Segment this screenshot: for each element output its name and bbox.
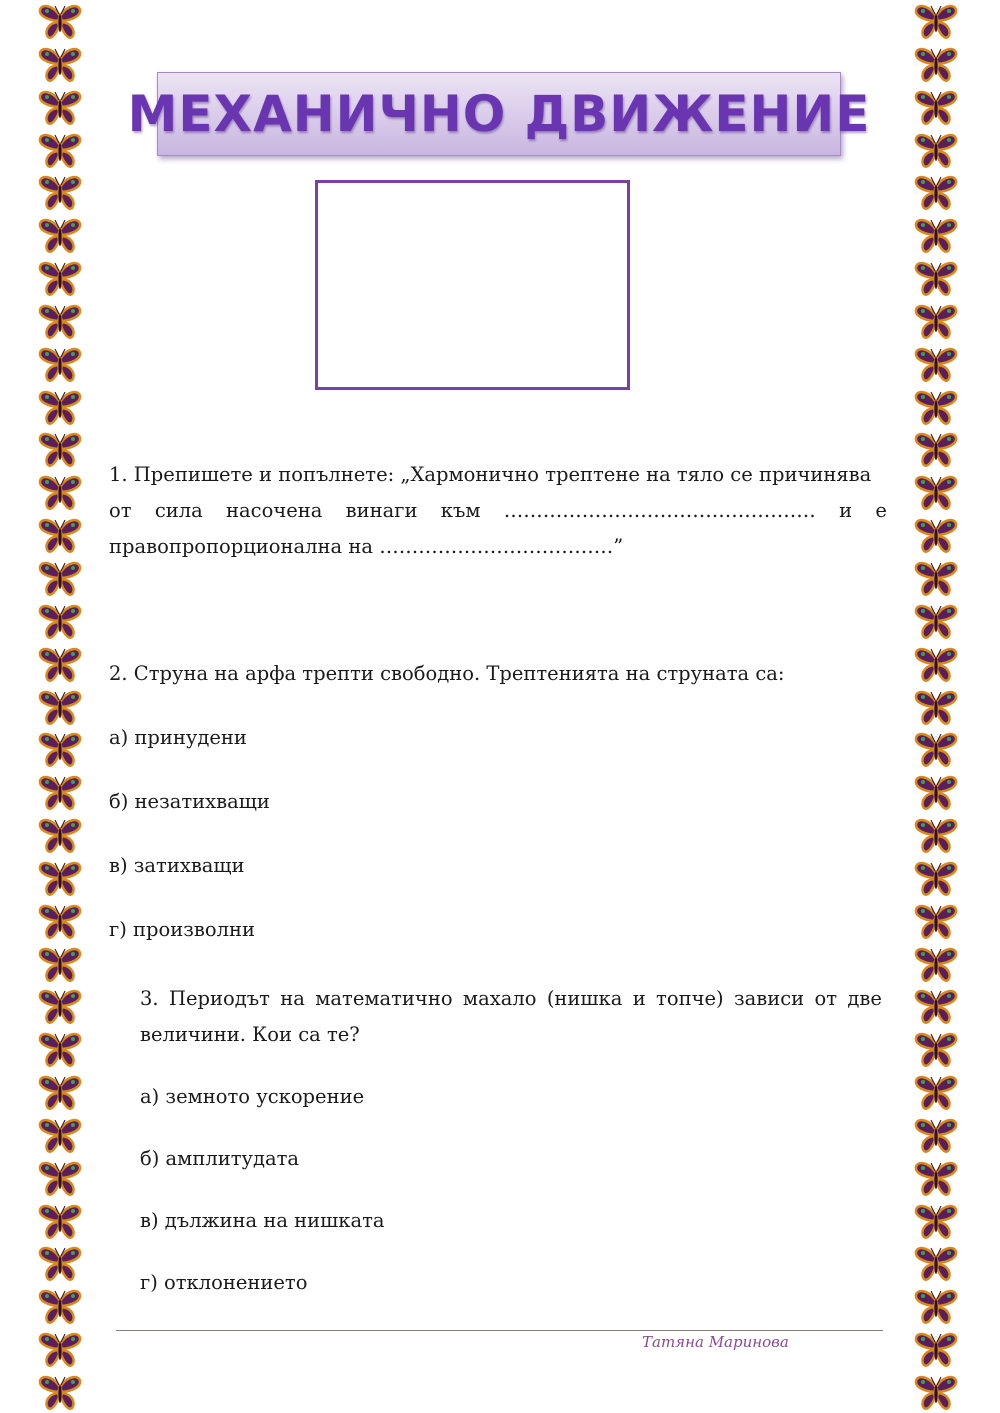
question-3-option-a: а) земното ускорение: [140, 1085, 365, 1108]
butterfly-icon: [38, 902, 82, 940]
butterfly-icon: [914, 1244, 958, 1282]
question-3-line-1-word: махало: [462, 987, 537, 1010]
question-2-option-d: г) произволни: [109, 918, 255, 941]
question-3-line-1: [140, 981, 882, 1017]
butterfly-icon: [914, 1030, 958, 1068]
butterfly-icon: [38, 1373, 82, 1411]
butterfly-icon: [38, 259, 82, 297]
image-placeholder-frame: [315, 180, 630, 390]
butterfly-icon: [38, 1116, 82, 1154]
question-1-line-1: 1. Препишете и попълнете: „Хармонично трептене на тяло се причинява: [109, 463, 872, 486]
butterfly-icon: [38, 173, 82, 211]
butterfly-icon: [38, 1244, 82, 1282]
question-3-line-1-word: на: [280, 987, 305, 1010]
butterfly-icon: [38, 1287, 82, 1325]
butterfly-icon: [914, 45, 958, 83]
question-3-line-1-word: зависи: [733, 987, 805, 1010]
butterfly-icon: [914, 1330, 958, 1368]
butterfly-icon: [38, 645, 82, 683]
butterfly-icon: [914, 131, 958, 169]
question-3-line-1-word: математично: [315, 987, 453, 1010]
butterfly-icon: [914, 730, 958, 768]
butterfly-icon: [38, 1330, 82, 1368]
right-butterfly-border: [914, 0, 958, 1413]
butterfly-icon: [38, 559, 82, 597]
butterfly-icon: [914, 987, 958, 1025]
question-2-option-a: а) принудени: [109, 726, 247, 749]
butterfly-icon: [38, 430, 82, 468]
butterfly-icon: [914, 773, 958, 811]
question-3: [140, 981, 882, 1301]
butterfly-icon: [914, 559, 958, 597]
question-2-option-c: в) затихващи: [109, 854, 245, 877]
question-3-option-c: в) дължина на нишката: [140, 1209, 385, 1232]
question-1-line-3: правопропорционална на ………………………………”: [109, 535, 624, 558]
butterfly-icon: [38, 945, 82, 983]
question-3-line-1-word: две: [847, 987, 882, 1010]
butterfly-icon: [38, 859, 82, 897]
butterfly-icon: [914, 688, 958, 726]
butterfly-icon: [914, 1073, 958, 1111]
question-3-line-1-word: Периодът: [168, 987, 270, 1010]
question-1-line-2: [109, 493, 887, 529]
question-3-line-1-word: топче): [656, 987, 724, 1010]
question-2-text: 2. Струна на арфа трепти свободно. Трептенията на струната са:: [109, 662, 785, 685]
question-1-line-2-word: насочена: [226, 499, 323, 522]
question-3-line-1-word: от: [814, 987, 837, 1010]
butterfly-icon: [38, 1073, 82, 1111]
butterfly-icon: [914, 2, 958, 40]
butterfly-icon: [38, 88, 82, 126]
question-2: [109, 656, 887, 948]
butterfly-icon: [38, 1202, 82, 1240]
butterfly-icon: [38, 602, 82, 640]
butterfly-icon: [914, 645, 958, 683]
butterfly-icon: [38, 688, 82, 726]
question-1: [109, 457, 887, 565]
butterfly-icon: [38, 816, 82, 854]
butterfly-icon: [38, 345, 82, 383]
butterfly-icon: [914, 259, 958, 297]
butterfly-icon: [914, 88, 958, 126]
question-1-line-2-word: и: [839, 499, 853, 522]
left-butterfly-border: [38, 0, 82, 1413]
butterfly-icon: [38, 216, 82, 254]
question-1-line-2-word: от: [109, 499, 132, 522]
butterfly-icon: [914, 430, 958, 468]
butterfly-icon: [914, 345, 958, 383]
question-3-line-1-word: 3.: [140, 987, 159, 1010]
butterfly-icon: [38, 516, 82, 554]
butterfly-icon: [38, 730, 82, 768]
butterfly-icon: [914, 1116, 958, 1154]
title-banner: [127, 72, 871, 156]
butterfly-icon: [38, 1159, 82, 1197]
butterfly-icon: [38, 388, 82, 426]
question-1-line-2-word: към: [440, 499, 481, 522]
butterfly-icon: [38, 1030, 82, 1068]
butterfly-icon: [38, 2, 82, 40]
question-3-line-1-word: (нишка: [546, 987, 623, 1010]
question-1-line-2-word: е: [875, 499, 887, 522]
butterfly-icon: [38, 302, 82, 340]
butterfly-icon: [38, 987, 82, 1025]
butterfly-icon: [38, 131, 82, 169]
butterfly-icon: [914, 516, 958, 554]
butterfly-icon: [914, 1159, 958, 1197]
butterfly-icon: [914, 388, 958, 426]
butterfly-icon: [914, 602, 958, 640]
butterfly-icon: [38, 473, 82, 511]
butterfly-icon: [914, 473, 958, 511]
footer-divider: [116, 1330, 883, 1331]
question-2-option-b: б) незатихващи: [109, 790, 270, 813]
author-signature: Татяна Маринова: [642, 1333, 789, 1351]
butterfly-icon: [914, 302, 958, 340]
butterfly-icon: [38, 773, 82, 811]
butterfly-icon: [914, 173, 958, 211]
question-3-option-b: б) амплитудата: [140, 1147, 300, 1170]
butterfly-icon: [914, 1287, 958, 1325]
butterfly-icon: [38, 45, 82, 83]
butterfly-icon: [914, 859, 958, 897]
question-3-option-d: г) отклонението: [140, 1271, 308, 1294]
butterfly-icon: [914, 816, 958, 854]
page-title: МЕХАНИЧНО ДВИЖЕНИЕ: [127, 85, 871, 143]
butterfly-icon: [914, 902, 958, 940]
butterfly-icon: [914, 1373, 958, 1411]
butterfly-icon: [914, 216, 958, 254]
question-3-line-1-word: и: [632, 987, 646, 1010]
question-1-line-2-word: винаги: [345, 499, 418, 522]
question-1-line-2-word: сила: [154, 499, 203, 522]
butterfly-icon: [914, 945, 958, 983]
question-3-line-2: величини. Кои са те?: [140, 1023, 360, 1046]
question-1-line-2-word: …………………………………………: [503, 499, 816, 522]
butterfly-icon: [914, 1202, 958, 1240]
